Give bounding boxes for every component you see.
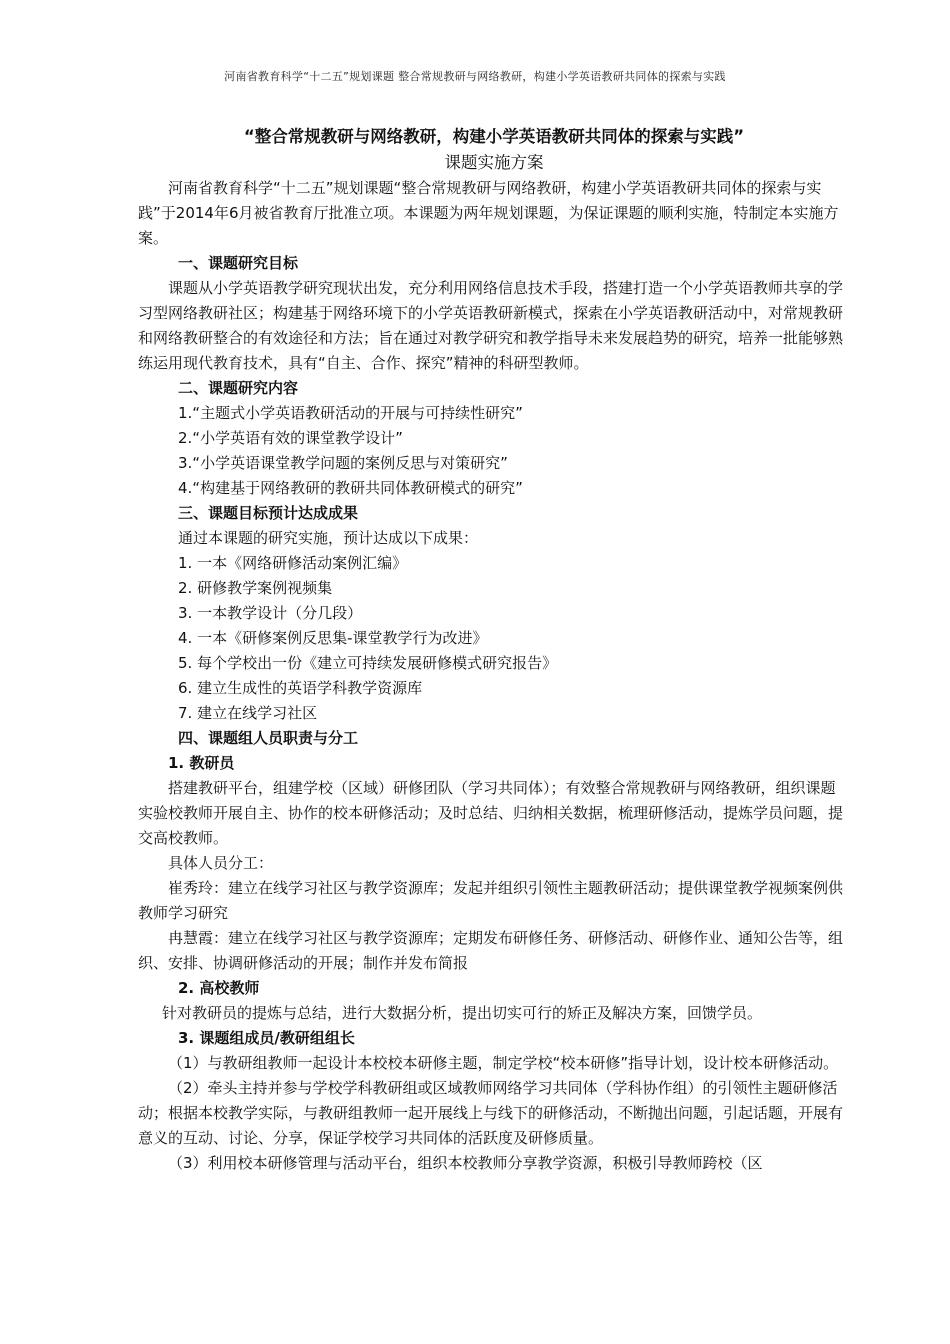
outcome-item: 1. 一本《网络研修活动案例汇编》 bbox=[178, 554, 408, 572]
member-duty: （2）牵头主持并参与学校学科教研组或区域教师网络学习共同体（学科协作组）的引领性主题研修活动；根据本校教学实际，与教研组教师一起开展线上与线下的研修活动，不断抛出问题，引起话题，开展有意义的互动、讨论、分享，保证学校学习共同体的活跃度及研修质量。 bbox=[138, 1079, 844, 1147]
member-duty: （3）利用校本研修管理与活动平台，组织本校教师分享教学资源，积极引导教师跨校（区 bbox=[168, 1154, 763, 1172]
section-heading-outcomes: 三、课题目标预计达成成果 bbox=[178, 504, 359, 522]
intro-paragraph: 河南省教育科学“十二五”规划课题“整合常规教研与网络教研，构建小学英语教研共同体的探索与实践”于2014年6月被省教育厅批准立项。本课题为两年规划课题，为保证课题的顺利实施，特制定本实施方案。 bbox=[138, 179, 839, 247]
outcome-item: 6. 建立生成性的英语学科教学资源库 bbox=[178, 679, 423, 697]
role-title-members: 3. 课题组成员/教研组组长 bbox=[178, 1029, 355, 1047]
document-subtitle: 课题实施方案 bbox=[444, 153, 544, 172]
goals-paragraph: 课题从小学英语教学研究现状出发，充分利用网络信息技术手段，搭建打造一个小学英语教师共享的学习型网络教研社区；构建基于网络环境下的小学英语教研新模式，探索在小学英语教研活动中，对常规教研和网络教研整合的有效途径和方法；旨在通过对教学研究和教学指导未来发展趋势的研究，培养一批能够熟练运用现代教育技术，具有“自主、合作、探究”精神的科研型教师。 bbox=[138, 279, 844, 372]
content-item: 1.“主题式小学英语教研活动的开展与可持续性研究” bbox=[178, 404, 523, 422]
staff-item: 冉慧霞：建立在线学习社区与教学资源库；定期发布研修任务、研修活动、研修作业、通知公告等，组织、安排、协调研修活动的开展；制作并发布简报 bbox=[138, 929, 844, 972]
staff-item: 崔秀玲：建立在线学习社区与教学资源库；发起并组织引领性主题教研活动；提供课堂教学视频案例供教师学习研究 bbox=[138, 879, 844, 922]
outcomes-lead: 通过本课题的研究实施，预计达成以下成果： bbox=[178, 529, 479, 547]
running-header: 河南省教育科学“十二五”规划课题 整合常规教研与网络教研，构建小学英语教研共同体的探索与实践 bbox=[224, 70, 726, 83]
section-heading-goals: 一、课题研究目标 bbox=[178, 254, 299, 272]
role-body-university: 针对教研员的提炼与总结，进行大数据分析，提出切实可行的矫正及解决方案，回馈学员。 bbox=[162, 1004, 763, 1022]
content-item: 4.“构建基于网络教研的教研共同体教研模式的研究” bbox=[178, 479, 523, 497]
outcome-item: 7. 建立在线学习社区 bbox=[178, 704, 318, 722]
content-item: 2.“小学英语有效的课堂教学设计” bbox=[178, 429, 403, 447]
role-title-researcher: 1. 教研员 bbox=[168, 754, 235, 772]
role-body-researcher: 搭建教研平台，组建学校（区域）研修团队（学习共同体）；有效整合常规教研与网络教研，组织课题实验校教师开展自主、协作的校本研修活动；及时总结、归纳相关数据，梳理研修活动，提炼学员问题，提交高校教师。 bbox=[138, 779, 844, 847]
document-title: “整合常规教研与网络教研，构建小学英语教研共同体的探索与实践” bbox=[243, 127, 745, 146]
document-body bbox=[138, 124, 850, 1176]
section-heading-roles: 四、课题组人员职责与分工 bbox=[178, 729, 359, 747]
role-title-university: 2. 高校教师 bbox=[178, 979, 260, 997]
member-duty: （1）与教研组教师一起设计本校校本研修主题，制定学校“校本研修”指导计划，设计校本研修活动。 bbox=[168, 1054, 839, 1072]
staff-lead: 具体人员分工： bbox=[168, 854, 274, 872]
outcome-item: 3. 一本教学设计（分几段） bbox=[178, 604, 363, 622]
outcome-item: 4. 一本《研修案例反思集-课堂教学行为改进》 bbox=[178, 629, 488, 647]
outcome-item: 2. 研修教学案例视频集 bbox=[178, 579, 333, 597]
outcome-item: 5. 每个学校出一份《建立可持续发展研修模式研究报告》 bbox=[178, 654, 558, 672]
section-heading-content: 二、课题研究内容 bbox=[178, 379, 299, 397]
content-item: 3.“小学英语课堂教学问题的案例反思与对策研究” bbox=[178, 454, 508, 472]
